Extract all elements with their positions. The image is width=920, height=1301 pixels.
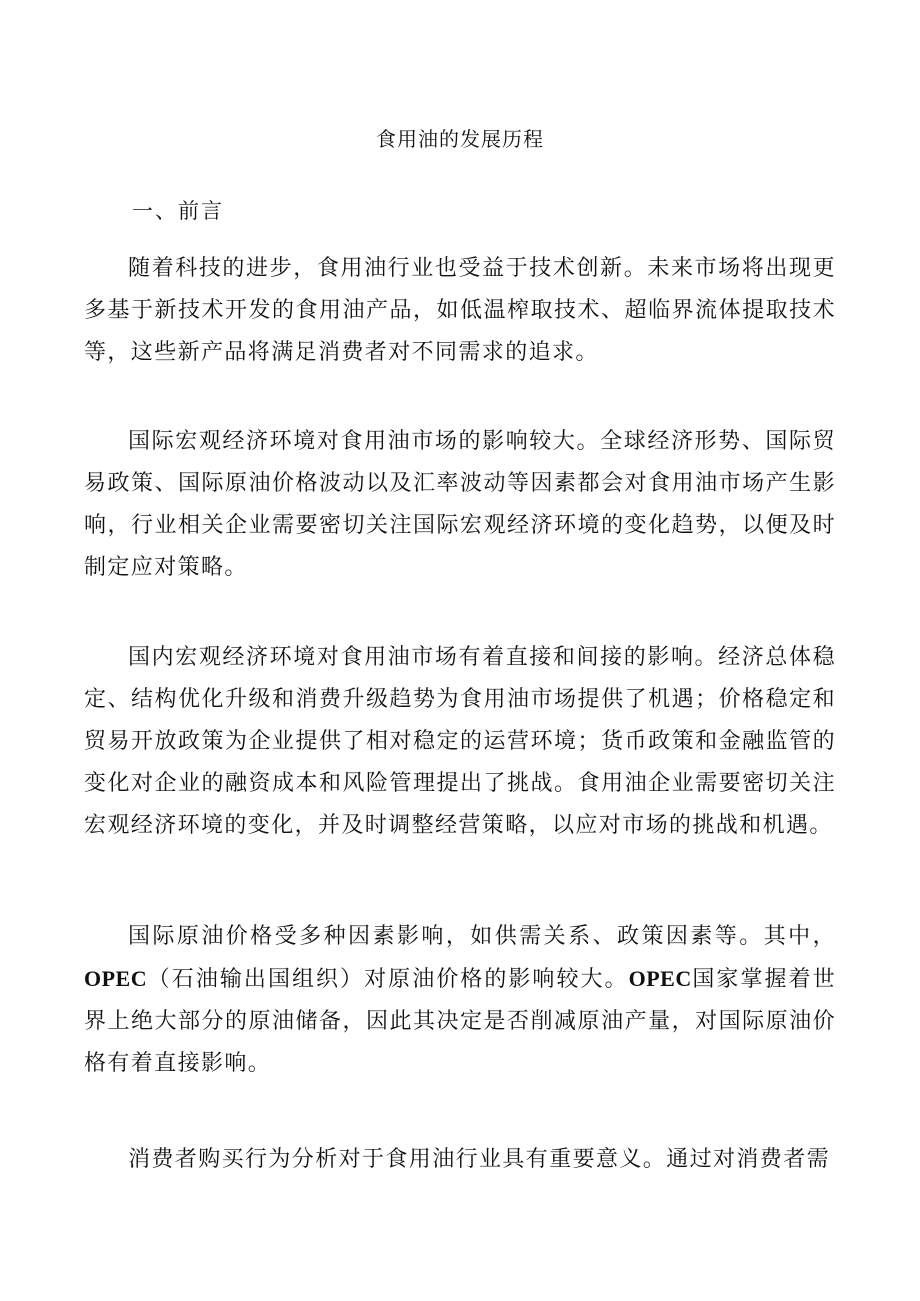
opec-term: OPEC: [84, 966, 148, 991]
paragraph-technology: 随着科技的进步，食用油行业也受益于技术创新。未来市场将出现更多基于新技术开发的食用油产品，如低温榨取技术、超临界流体提取技术等，这些新产品将满足消费者对不同需求的追求。: [84, 256, 836, 365]
opec-term: OPEC: [628, 966, 692, 991]
document-title: 食用油的发展历程: [376, 127, 544, 151]
paragraph-consumer-behavior: 消费者购买行为分析对于食用油行业具有重要意义。通过对消费者需: [128, 1147, 831, 1172]
paragraph-international-economy: 国际宏观经济环境对食用油市场的影响较大。全球经济形势、国际贸易政策、国际原油价格波动以及汇率波动等因素都会对食用油市场产生影响，行业相关企业需要密切关注国际宏观经济环境的变化趋势，以便及时制定应对策略。: [84, 429, 836, 580]
paragraph-text-segment: 国家掌握着世界上绝大部分的原油储备，因此其决定是否削减原油产量，对国际原油价格有着直接影响。: [84, 967, 836, 1076]
paragraph-text-segment: （石油输出国组织）对原油价格的影响较大。: [147, 967, 629, 992]
section-heading-preface: 一、前言: [132, 199, 224, 223]
paragraph-text-segment: 国际原油价格受多种因素影响，如供需关系、政策因素等。其中，: [128, 924, 836, 949]
paragraph-domestic-economy: 国内宏观经济环境对食用油市场有着直接和间接的影响。经济总体稳定、结构优化升级和消费升级趋势为食用油市场提供了机遇；价格稳定和贸易开放政策为企业提供了相对稳定的运营环境；货币政策和金融监管的变化对企业的融资成本和风险管理提出了挑战。食用油企业需要密切关注宏观经济环境的变化，并及时调整经营策略，以应对市场的挑战和机遇。: [84, 645, 836, 838]
paragraph-crude-oil-price: [84, 916, 836, 1085]
